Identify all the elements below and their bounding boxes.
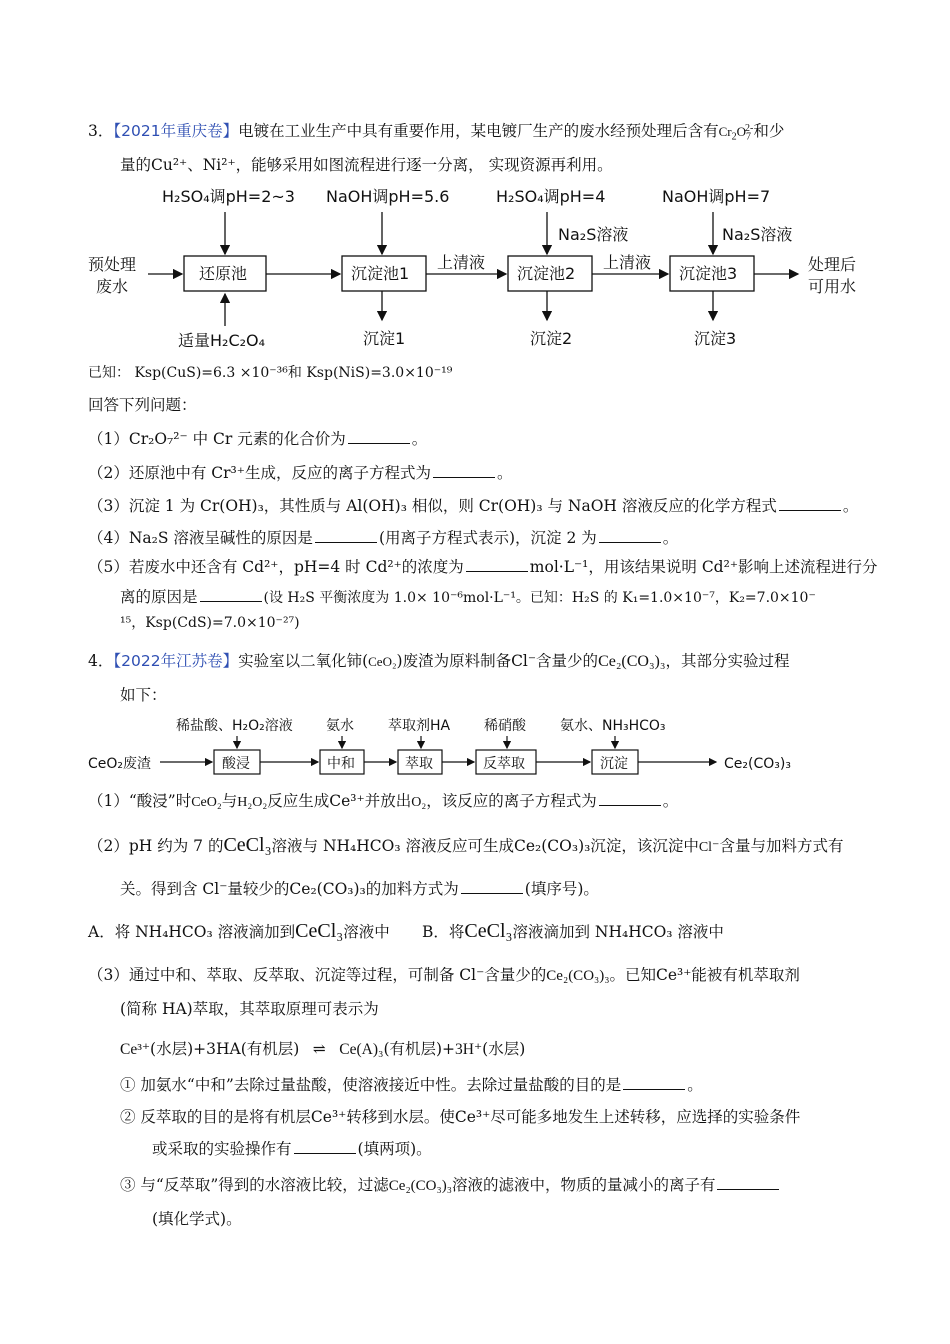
q4-sub3-line1 — [120, 1174, 781, 1197]
q4-end-label: Ce₂(CO₃)₃ — [724, 756, 791, 772]
answer-blank[interactable] — [717, 1175, 779, 1190]
q4-equation — [120, 1038, 525, 1061]
q3-part2 — [88, 462, 512, 484]
q4-eq-ce3plus: Ce³⁺ — [120, 1041, 151, 1058]
q4-option-b-text-c: 溶液滴加到 NH₄HCO₃ 溶液中 — [512, 923, 724, 941]
q4-part3-text-a: （3）通过中和、萃取、反萃取、沉淀等过程，可制备 Cl⁻含量少的 — [88, 966, 547, 984]
q3-stem1-tail: 和少 — [753, 122, 785, 140]
q4-stem-line2: 如下： — [120, 686, 167, 704]
q3-bottom-label-2: 沉淀1 — [363, 329, 406, 348]
q4-part2-text-e: 含量与加料方式有 — [719, 837, 844, 855]
q3-part5-text-b: mol·L⁻¹，用该结果说明 Cd²⁺影响上述流程进行分 — [529, 558, 878, 576]
q4-sub2-line1: ② 反萃取的目的是将有机层Ce³⁺转移到水层。使Ce³⁺尽可能多地发生上述转移，应选择的实验条件 — [120, 1108, 801, 1126]
q4-top-label-2: 氨水 — [326, 718, 354, 734]
q4-sub1-end: 。 — [687, 1076, 703, 1094]
q3-part5-line2 — [120, 586, 816, 609]
q4-part3-formula: Ce₂(CO₃)₃ — [546, 968, 610, 984]
q4-part2-formula-cl: Cl⁻ — [698, 840, 720, 855]
q4-part1-text-g: ，该反应的离子方程式为 — [426, 792, 597, 810]
q4-top-label-5: 氨水、NH₃HCO₃ — [560, 718, 666, 734]
q3-input-label-1: 预处理 — [88, 255, 137, 274]
q4-part1 — [88, 790, 678, 814]
q3-part3-text: （3）沉淀 1 为 Cr(OH)₃，其性质与 Al(OH)₃ 相似，则 Cr(OH)₃ 与 NaOH 溶液反应的化学方程式 — [88, 497, 777, 515]
q3-mid-label-2: 上清液 — [603, 253, 652, 272]
q3-part5-text-d: (设 H₂S 平衡浓度为 1.0× 10⁻⁶mol·L⁻¹。已知：H₂S 的 K₁=1.0×10⁻⁷，K₂=7.0×10⁻ — [263, 590, 816, 606]
answer-blank[interactable] — [433, 463, 495, 478]
q4-sub3-line2: (填化学式)。 — [152, 1210, 242, 1228]
equilibrium-arrow-icon: ⇌ — [312, 1040, 326, 1058]
q3-known: 已知： Ksp(CuS)=6.3 ×10⁻³⁶和 Ksp(NiS)=3.0×10⁻¹⁹ — [88, 365, 453, 381]
q4-part2-text-f: 关。得到含 Cl⁻量较少的Ce₂(CO₃)₃的加料方式为 — [120, 880, 459, 898]
q3-part4-text-a: （4）Na₂S 溶液呈碱性的原因是 — [88, 529, 313, 547]
q3-part1-text: （1）Cr₂O₇²⁻ 中 Cr 元素的化合价为 — [88, 430, 346, 448]
q3-number: 3． — [88, 122, 114, 140]
q3-na2s-label-a: Na₂S溶液 — [558, 225, 629, 244]
q4-part3-line1 — [88, 964, 800, 987]
answer-blank[interactable] — [348, 429, 410, 444]
answer-blank[interactable] — [466, 557, 528, 572]
q4-eq-3h: 3H⁺ — [455, 1041, 483, 1058]
q4-source: 【2022年江苏卷】 — [113, 652, 239, 670]
q3-source: 【2021年重庆卷】 — [113, 122, 239, 140]
q3-part1 — [88, 428, 427, 450]
q4-number: 4． — [88, 652, 114, 670]
q3-part5-text-a: （5）若废水中还含有 Cd²⁺，pH=4 时 Cd²⁺的浓度为 — [88, 558, 464, 576]
q4-part2-text-c: 溶液与 NH₄HCO₃ 溶液反应可生成Ce₂(CO₃)₃沉淀，该沉淀中 — [271, 837, 699, 855]
q4-option-a-formula: CeCl₃ — [295, 920, 344, 942]
q4-part1-end: 。 — [662, 792, 679, 810]
q3-output-label-1: 处理后 — [808, 255, 857, 274]
q4-eq-cea3: Ce(A)₃ — [339, 1041, 384, 1058]
q4-start-label: CeO₂废渣 — [88, 756, 152, 772]
q3-stem1: 电镀在工业生产中具有重要作用，某电镀厂生产的废水经预处理后含有 — [238, 122, 719, 140]
answer-blank[interactable] — [294, 1139, 356, 1154]
q3-bottom-label-4: 沉淀3 — [694, 329, 737, 348]
q4-option-b-text-a: B．将 — [422, 923, 465, 941]
q3-box-settle1-label: 沉淀池1 — [351, 264, 410, 283]
q4-sub2-text-c: (填两项)。 — [357, 1140, 432, 1158]
q3-part3 — [88, 495, 858, 517]
q4-eq-text-f: (水层) — [482, 1040, 526, 1058]
q3-mid-label-1: 上清液 — [437, 253, 486, 272]
q3-part5-text-c: 离的原因是 — [120, 588, 198, 606]
q3-stem-line1 — [88, 120, 784, 143]
q3-box-settle3-label: 沉淀池3 — [679, 264, 738, 283]
q4-part1-formula-o2: O₂ — [411, 795, 427, 810]
q3-top-label-3: H₂SO₄调pH=4 — [496, 187, 606, 206]
q3-part4 — [88, 527, 678, 549]
q4-box-extract-label: 萃取 — [405, 756, 433, 772]
q3-box-settle2-label: 沉淀池2 — [517, 264, 576, 283]
answer-blank[interactable] — [461, 879, 523, 894]
q4-top-label-3: 萃取剂HA — [388, 718, 451, 734]
q3-prompt: 回答下列问题： — [88, 396, 197, 414]
q4-stem1b: )废渣为原料制备Cl⁻含量少的 — [396, 652, 599, 670]
q4-box-neutralize-label: 中和 — [327, 756, 355, 772]
q3-part2-text: （2）还原池中有 Cr³⁺生成，反应的离子方程式为 — [88, 464, 431, 482]
q4-top-label-1: 稀盐酸、H₂O₂溶液 — [176, 718, 293, 734]
q3-part4-text-b: (用离子方程式表示)，沉淀 2 为 — [378, 529, 597, 547]
q4-part1-text-a: （1）“酸浸”时 — [88, 792, 192, 810]
q4-part1-formula-ceo2: CeO₂ — [191, 795, 222, 810]
q4-sub3-text-c: 溶液的滤液中，物质的量减小的离子有 — [451, 1176, 716, 1194]
q4-part2-text-g: (填序号)。 — [524, 880, 599, 898]
q4-box-back-extract-label: 反萃取 — [483, 756, 525, 772]
q3-bottom-label-3: 沉淀2 — [530, 329, 573, 348]
q4-part2-formula-cecl3: CeCl₃ — [223, 834, 272, 856]
answer-blank[interactable] — [779, 496, 841, 511]
q4-ce2co3-formula: Ce₂(CO₃)₃ — [598, 653, 666, 670]
q4-part1-formula-h2o2: H₂O₂ — [237, 795, 268, 810]
answer-blank[interactable] — [623, 1075, 685, 1090]
q4-stem1a: 实验室以二氧化铈( — [238, 652, 369, 670]
q4-part3-line2: (简称 HA)萃取，其萃取原理可表示为 — [120, 1000, 379, 1018]
q4-option-a — [88, 920, 390, 943]
answer-blank[interactable] — [200, 587, 262, 602]
q4-part1-text-c: 与 — [221, 792, 238, 810]
q3-part5-line3: ¹⁵，Ksp(CdS)=7.0×10⁻²⁷) — [120, 615, 300, 631]
q4-stem-line1 — [88, 650, 789, 673]
q4-ceo2-formula: CeO₂ — [368, 654, 397, 669]
q3-part1-end: 。 — [411, 430, 428, 448]
q4-box-acid-leach-label: 酸浸 — [222, 756, 250, 772]
q4-option-a-text-c: 溶液中 — [343, 923, 390, 941]
q3-flow-diagram — [0, 180, 950, 355]
q4-sub2-line2 — [152, 1138, 432, 1160]
q3-part3-end: 。 — [842, 497, 859, 515]
q4-option-b-formula: CeCl₃ — [464, 920, 513, 942]
q3-part2-end: 。 — [496, 464, 513, 482]
answer-blank[interactable] — [599, 528, 661, 543]
q4-sub3-text-a: ③ 与“反萃取”得到的水溶液比较，过滤 — [120, 1176, 389, 1194]
q4-part1-text-e: 反应生成Ce³⁺并放出 — [267, 792, 412, 810]
q3-output-label-2: 可用水 — [808, 277, 857, 296]
q4-sub2-text-b: 或采取的实验操作有 — [152, 1140, 292, 1158]
q3-part5-line1 — [88, 556, 878, 578]
q4-top-label-4: 稀硝酸 — [484, 718, 526, 734]
q4-stem1c: ，其部分实验过程 — [665, 652, 790, 670]
q3-part4-end: 。 — [662, 529, 679, 547]
q4-box-precipitate-label: 沉淀 — [600, 756, 628, 772]
q4-option-a-text-a: A．将 NH₄HCO₃ 溶液滴加到 — [88, 923, 296, 941]
q3-input-label-2: 废水 — [96, 277, 129, 296]
q4-sub1-text: ① 加氨水“中和”去除过量盐酸，使溶液接近中性。去除过量盐酸的目的是 — [120, 1076, 622, 1094]
q4-eq-text-d: (有机层)+ — [383, 1040, 456, 1058]
q4-sub3-formula: Ce₂(CO₃)₃ — [388, 1178, 452, 1194]
q3-cr2o7-formula: $Cr_2O_7^{2-}$ — [718, 122, 754, 143]
q4-eq-text-b: (水层)+3HA(有机层) — [150, 1040, 300, 1058]
q4-part2-line1 — [88, 834, 843, 859]
q4-part3-text-c: 。已知Ce³⁺能被有机萃取剂 — [609, 966, 800, 984]
q4-part2-text-a: （2）pH 约为 7 的 — [88, 837, 224, 855]
q4-part2-line2 — [120, 878, 599, 900]
q3-box-reduction-label: 还原池 — [199, 264, 248, 283]
q3-top-label-2: NaOH调pH=5.6 — [326, 187, 450, 206]
answer-blank[interactable] — [315, 528, 377, 543]
q4-option-b — [422, 920, 724, 943]
q3-na2s-label-b: Na₂S溶液 — [722, 225, 793, 244]
answer-blank[interactable] — [599, 791, 661, 806]
q4-sub1 — [120, 1074, 703, 1096]
q3-top-label-4: NaOH调pH=7 — [662, 187, 771, 206]
q3-top-label-1: H₂SO₄调pH=2~3 — [162, 187, 295, 206]
q3-stem-line2: 量的Cu²⁺、Ni²⁺，能够采用如图流程进行逐一分离， 实现资源再利用。 — [120, 156, 613, 174]
q3-bottom-label-1: 适量H₂C₂O₄ — [178, 331, 266, 350]
q4-flow-diagram — [0, 708, 950, 778]
